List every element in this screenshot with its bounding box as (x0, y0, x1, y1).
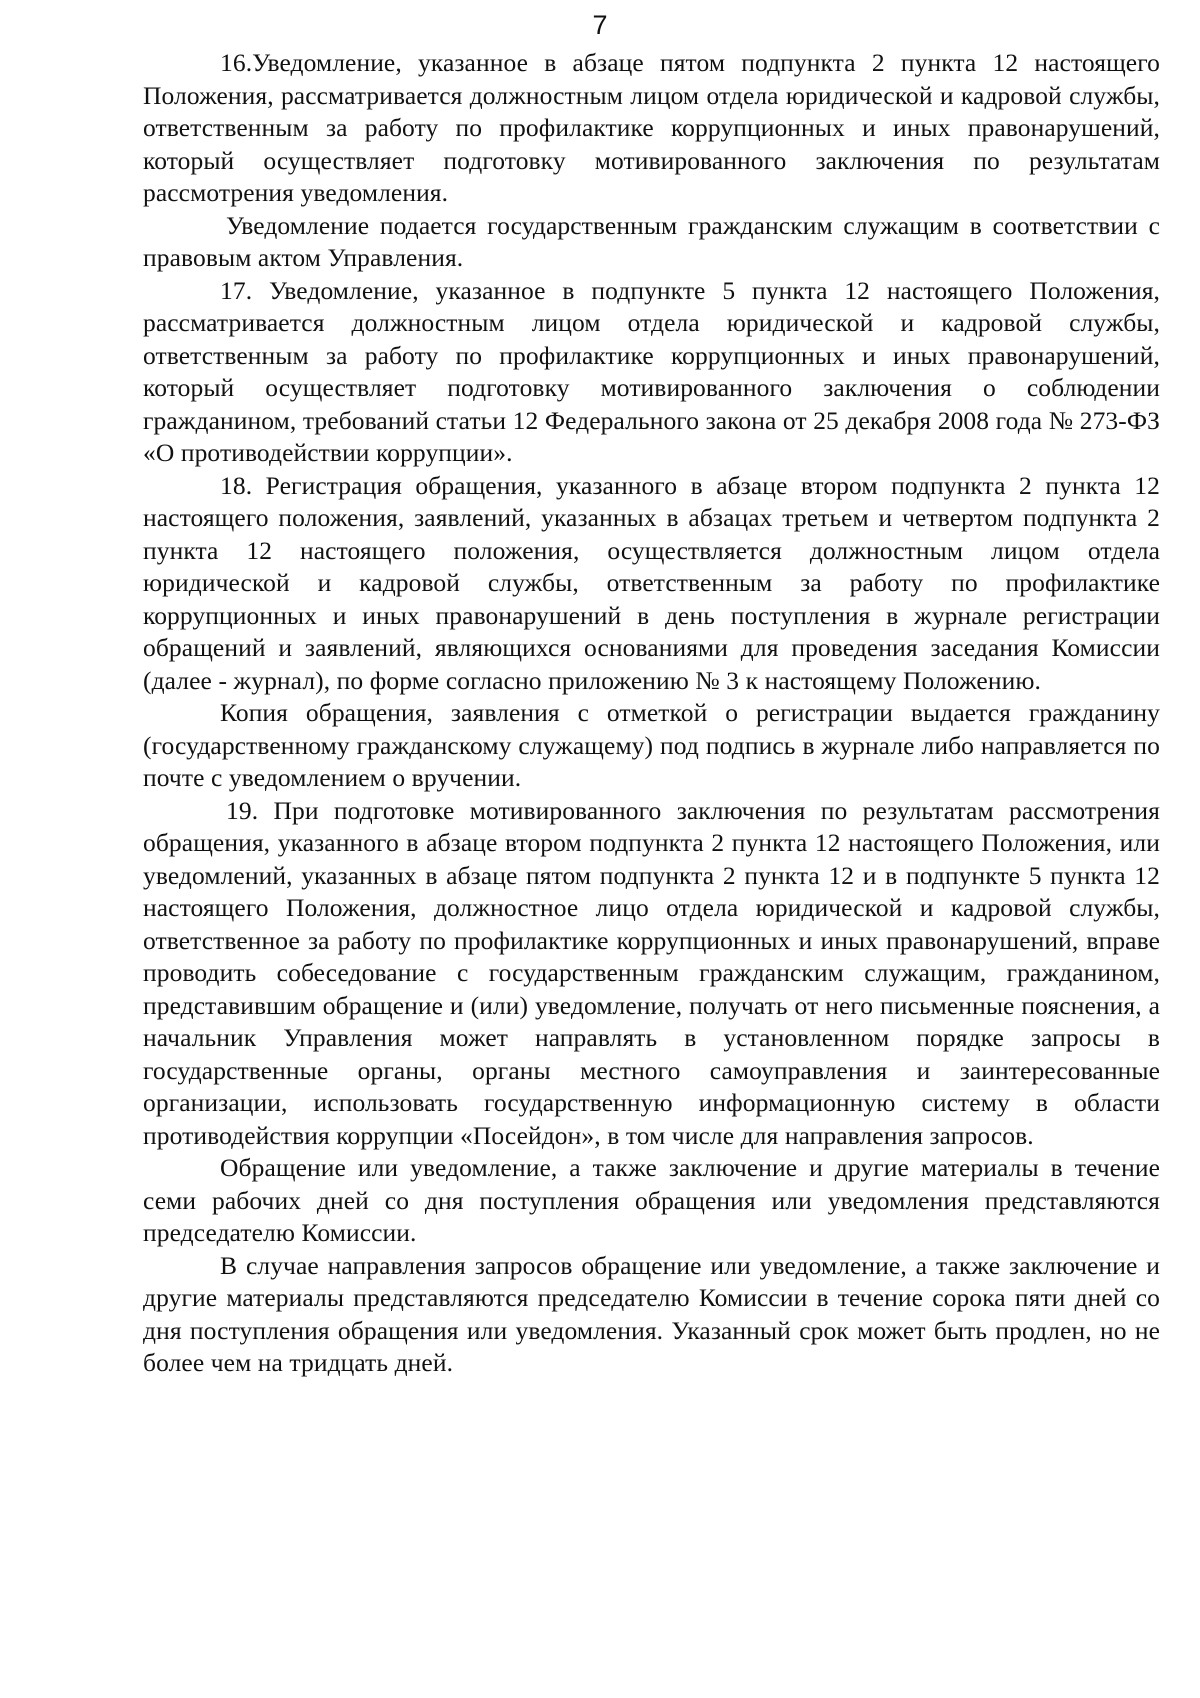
paragraph-16: 16.Уведомление, указанное в абзаце пятом подпункта 2 пункта 12 настоящего Положения, рассматривается должностным лицом отдела юридической и кадровой службы, ответственным за работу по профилактике коррупционных и иных правонарушений, который осуществляет подготовку мотивированного заключения по результатам рассмотрения уведомления. (143, 48, 1160, 207)
paragraph-18: 18. Регистрация обращения, указанного в абзаце втором подпункта 2 пункта 12 настоящего положения, заявлений, указанных в абзацах третьем и четвертом подпункта 2 пункта 12 настоящего положения, осуществляется должностным лицом отдела юридической и кадровой службы, ответственным за работу по профилактике коррупционных и иных правонарушений в день поступления в журнале регистрации обращений и заявлений, являющихся основаниями для проведения заседания Комиссии (далее - журнал), по форме согласно приложению № 3 к настоящему Положению. (143, 470, 1160, 695)
paragraph-19-materials: Обращение или уведомление, а также заключение и другие материалы в течение семи рабочих дней со дня поступления обращения или уведомления представляются председателю Комиссии. (143, 1153, 1160, 1247)
paragraph-17: 17. Уведомление, указанное в подпункте 5 пункта 12 настоящего Положения, рассматривается должностным лицом отдела юридической и кадровой службы, ответственным за работу по профилактике коррупционных и иных правонарушений, который осуществляет подготовку мотивированного заключения о соблюдении гражданином, требований статьи 12 Федерального закона от 25 декабря 2008 года № 273-ФЗ «О противодействии коррупции». (143, 275, 1160, 467)
document-body (143, 47, 1160, 1380)
page-number: 7 (592, 10, 608, 40)
paragraph-18-copy: Копия обращения, заявления с отметкой о регистрации выдается гражданину (государственному гражданскому служащему) под подпись в журнале либо направляется по почте с уведомлением о вручении. (143, 698, 1160, 792)
paragraph-19-requests: В случае направления запросов обращение или уведомление, а также заключение и другие материалы представляются председателю Комиссии в течение сорока пяти дней со дня поступления обращения или уведомления. Указанный срок может быть продлен, но не более чем на тридцать дней. (143, 1250, 1160, 1377)
paragraph-16-submission: Уведомление подается государственным гражданским служащим в соответствии с правовым актом Управления. (143, 210, 1160, 272)
paragraph-19: 19. При подготовке мотивированного заключения по результатам рассмотрения обращения, указанного в абзаце втором подпункта 2 пункта 12 настоящего Положения, или уведомлений, указанных в абзаце пятом подпункта 2 пункта 12 и в подпункте 5 пункта 12 настоящего Положения, должностное лицо отдела юридической и кадровой службы, ответственное за работу по профилактике коррупционных и иных правонарушений, вправе проводить собеседование с государственным гражданским служащим, гражданином, представившим обращение и (или) уведомление, получать от него письменные пояснения, а начальник Управления может направлять в установленном порядке запросы в государственные органы, органы местного самоуправления и заинтересованные организации, использовать государственную информационную систему в области противодействия коррупции «Посейдон», в том числе для направления запросов. (143, 795, 1160, 1150)
